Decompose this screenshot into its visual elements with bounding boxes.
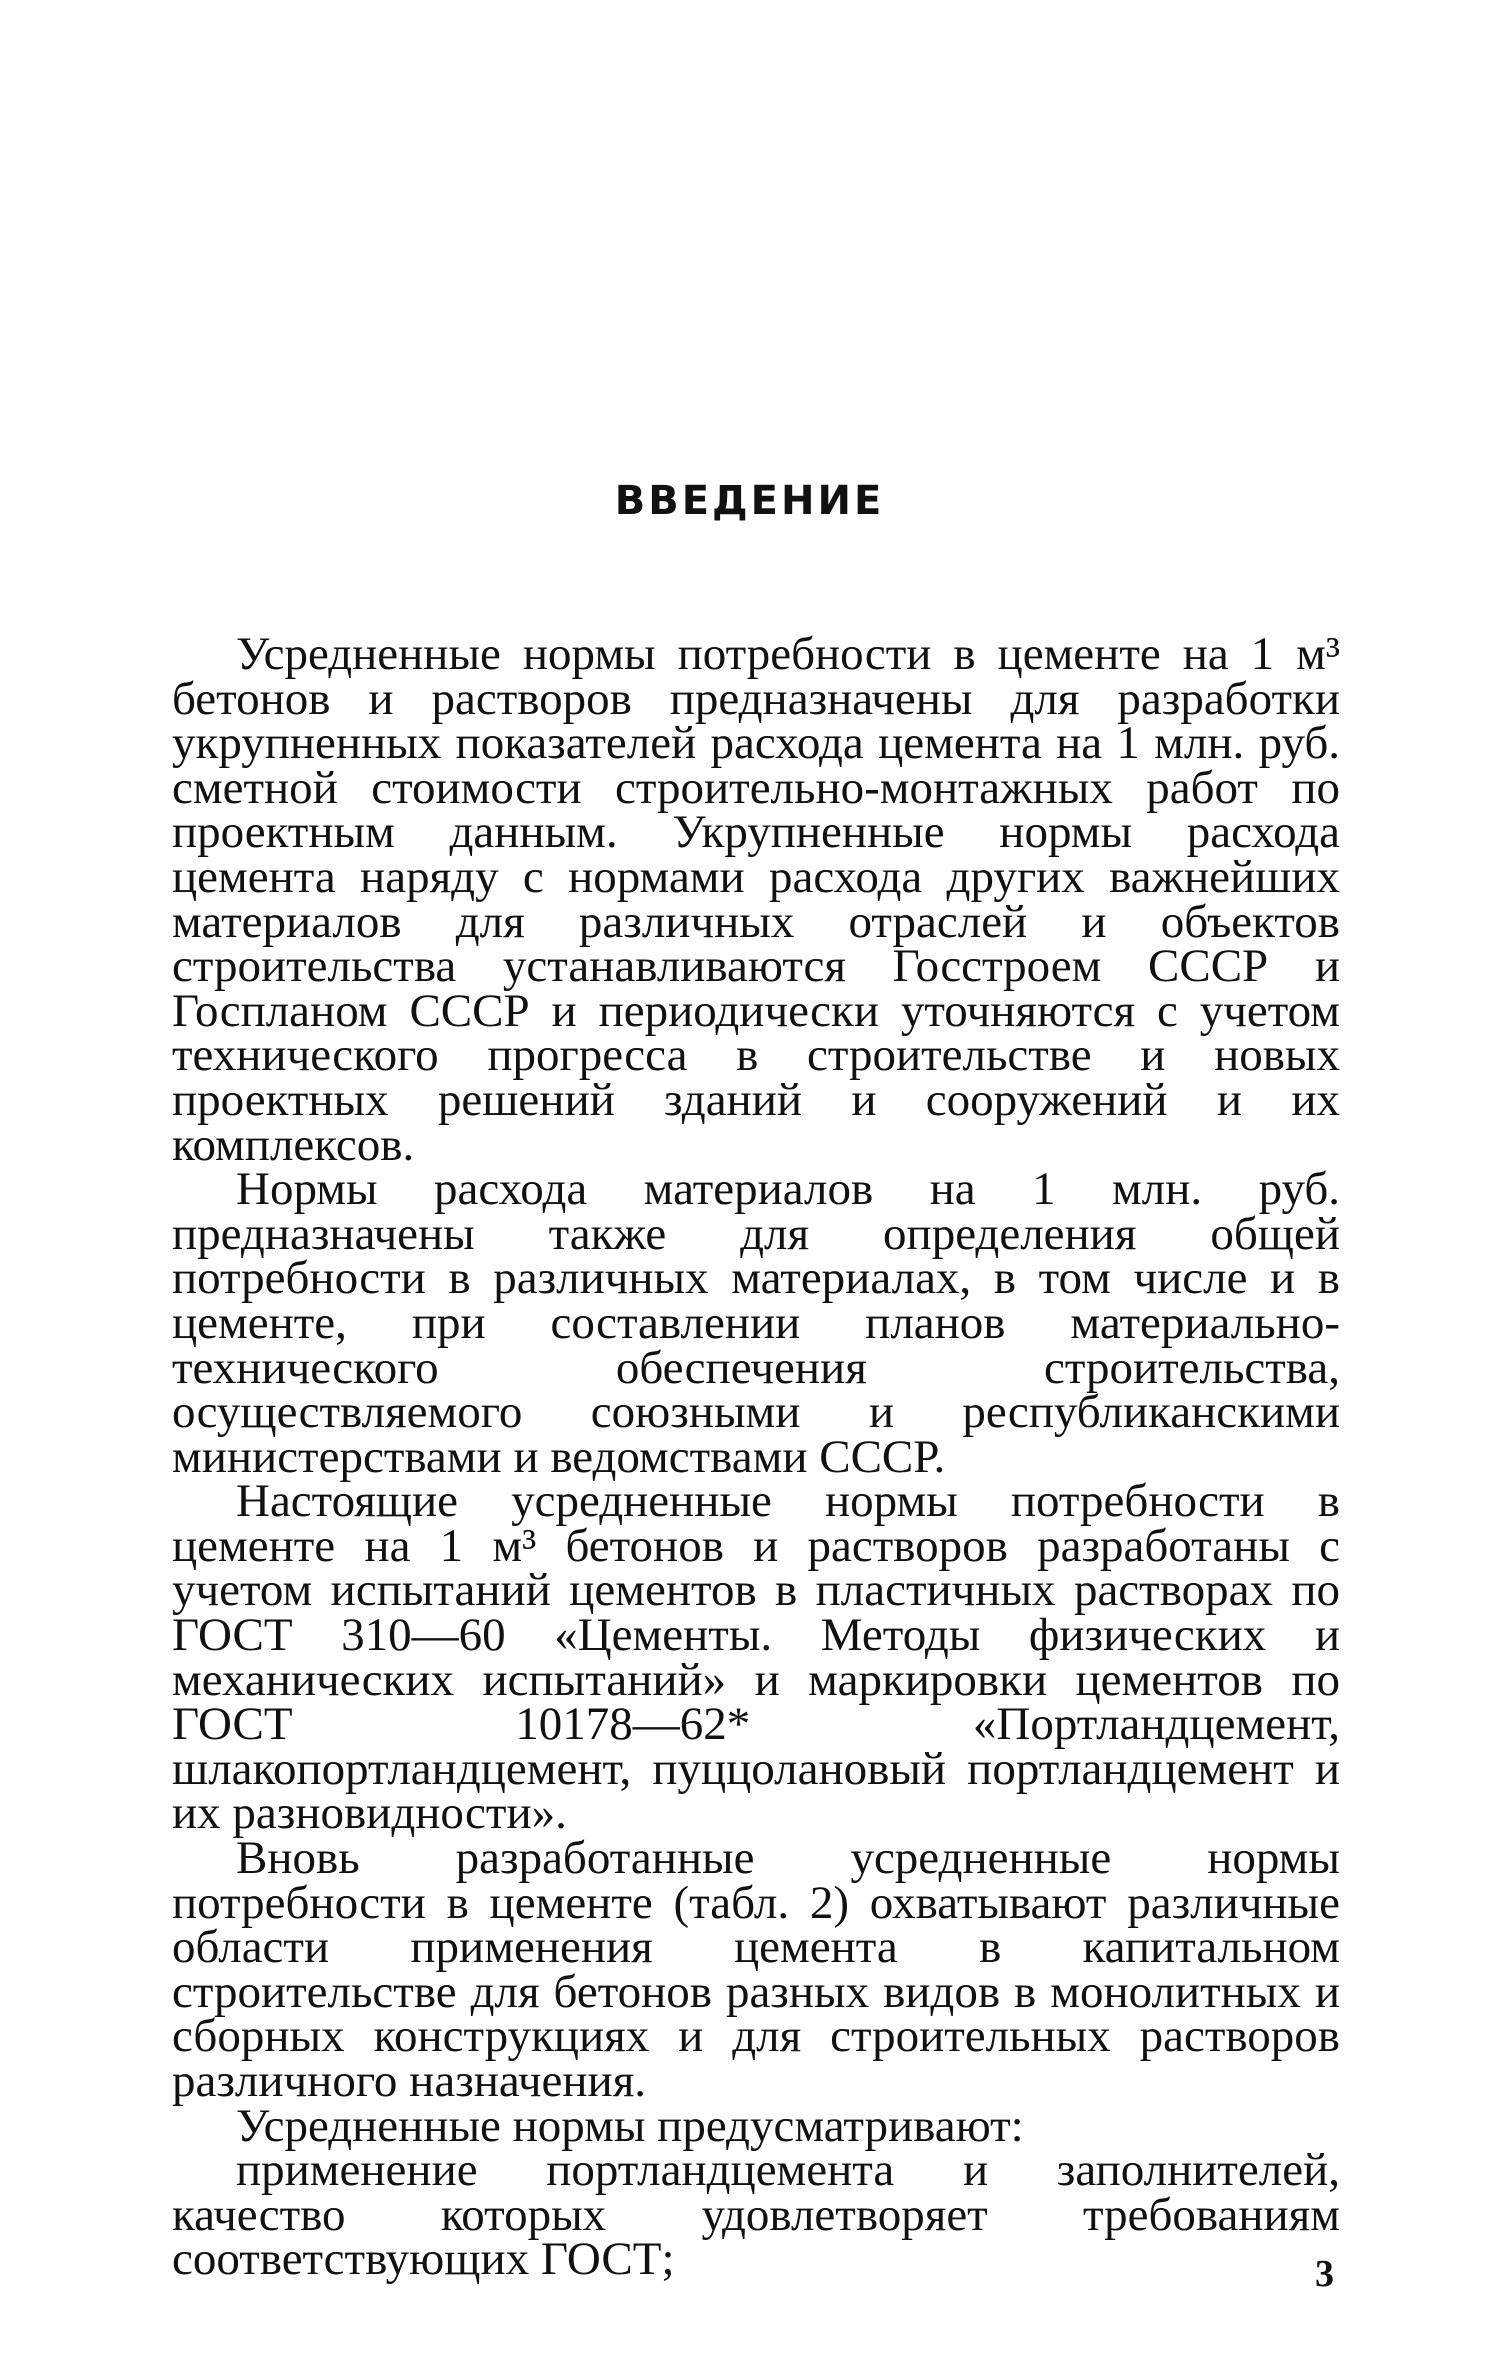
body-text <box>172 628 1340 2286</box>
paragraph-2: Нормы расхода материалов на 1 млн. руб. предназначены также для определения общей потребности в различных материалах, в том числе и в цементе, при составлении планов материально-технического обеспечения строительства, осуществляемого союзными и республиканскими министерствами и ведомствами СССР. <box>172 1163 1340 1483</box>
page-number: 3 <box>1315 2253 1334 2295</box>
paragraph-4: Вновь разработанные усредненные нормы потребности в цементе (табл. 2) охватывают различные области применения цемента в капитальном строительстве для бетонов разных видов в монолитных и сборных конструкциях и для строительных растворов различного назначения. <box>172 1832 1340 2107</box>
paragraph-1: Усредненные нормы потребности в цементе на 1 м³ бетонов и растворов предназначены для разработки укрупненных показателей расхода цемента на 1 млн. руб. сметной стоимости строительно-монтажных работ по проектным данным. Укрупненные нормы расхода цемента наряду с нормами расхода других важнейших материалов для различных отраслей и объектов строительства устанавливаются Госстроем СССР и Госпланом СССР и периодически уточняются с учетом технического прогресса в строительстве и новых проектных решений зданий и сооружений и их комплексов. <box>172 628 1340 1171</box>
paragraph-6: применение портландцемента и заполнителей, качество которых удовлетворяет требованиям соответствующих ГОСТ; <box>172 2144 1340 2286</box>
paragraph-3: Настоящие усредненные нормы потребности в цементе на 1 м³ бетонов и растворов разработаны с учетом испытаний цементов в пластичных растворах по ГОСТ 310—60 «Цементы. Методы физических и механических испытаний» и маркировки цементов по ГОСТ 10178—62* «Портландцемент, шлакопортландцемент, пуццолановый портландцемент и их разновидности». <box>172 1475 1340 1840</box>
paragraph-5: Усредненные нормы предусматривают: <box>236 2099 1024 2152</box>
page-title: ВВЕДЕНИЕ <box>614 478 885 524</box>
